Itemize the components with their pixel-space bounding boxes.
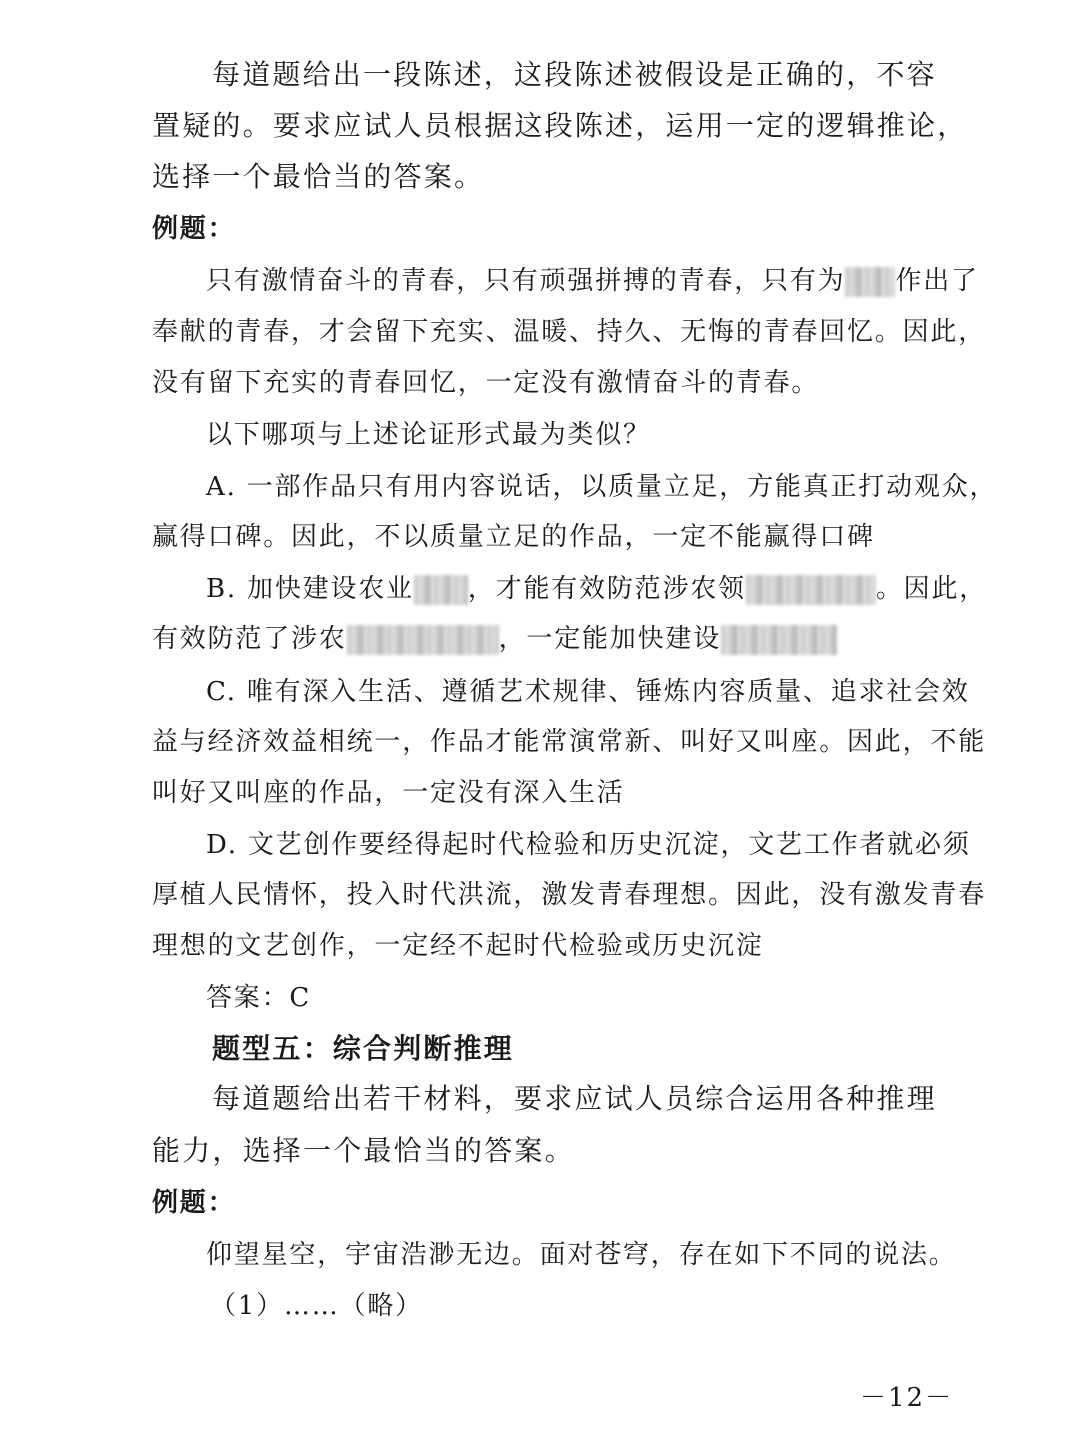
section-paragraph-line-1: 每道题给出若干材料，要求应试人员综合运用各种推理 <box>212 1082 937 1115</box>
option-d-line-3: 理想的文艺创作，一定经不起时代检验或历史沉淀 <box>152 931 764 961</box>
example-stem-line-2: 奉献的青春，才会留下充实、温暖、持久、无悔的青春回忆。因此， <box>152 317 987 347</box>
intro-paragraph-line-3: 选择一个最恰当的答案。 <box>152 160 485 193</box>
example-stem-line-1-tail: 作出了 <box>895 266 979 296</box>
option-c-line-1: C. 唯有深入生活、遵循艺术规律、锤炼内容质量、追求社会效 <box>206 677 970 707</box>
redacted-text-block <box>347 625 499 655</box>
option-c-line-2: 益与经济效益相统一，作品才能常演常新、叫好又叫座。因此，不能 <box>152 727 987 757</box>
example-label: 例题： <box>152 214 236 244</box>
redacted-text-block <box>845 267 895 297</box>
option-a-line-1: A. 一部作品只有用内容说话，以质量立足，方能真正打动观众， <box>206 472 998 502</box>
intro-paragraph-line-2: 置疑的。要求应试人员根据这段陈述，运用一定的逻辑推论， <box>152 109 968 142</box>
option-b-text-3: 。因此， <box>875 574 988 604</box>
option-b-text-5: ，一定能加快建设 <box>498 624 722 654</box>
redacted-text-block <box>721 625 837 655</box>
answer-text: 答案：C <box>206 983 312 1013</box>
section-heading: 题型五：综合判断推理 <box>212 1032 515 1065</box>
section-paragraph-line-2: 能力，选择一个最恰当的答案。 <box>152 1134 575 1167</box>
example-stem-line-1 <box>206 264 979 298</box>
option-a-line-2: 赢得口碑。因此，不以质量立足的作品，一定不能赢得口碑 <box>152 522 875 552</box>
question-text: 以下哪项与上述论证形式最为类似？ <box>206 420 651 450</box>
option-d-line-1: D. 文艺创作要经得起时代检验和历史沉淀，文艺工作者就必须 <box>206 830 971 860</box>
example-stem-line-3: 没有留下充实的青春回忆，一定没有激情奋斗的青春。 <box>152 368 820 398</box>
redacted-text-block <box>746 575 876 605</box>
option-b-line-1 <box>206 572 987 606</box>
redacted-text-block <box>414 575 468 605</box>
example-stem-line-1-text: 只有激情奋斗的青春，只有顽强拼搏的青春，只有为 <box>206 266 846 296</box>
example5-item-1: （1）……（略） <box>210 1291 423 1321</box>
option-c-line-3: 叫好又叫座的作品，一定没有深入生活 <box>152 778 625 808</box>
example-label-2: 例题： <box>152 1188 236 1218</box>
option-b-line-2 <box>152 622 837 656</box>
option-b-text-2: ，才能有效防范涉农领 <box>467 574 746 604</box>
option-b-text-4: 有效防范了涉农 <box>152 624 347 654</box>
option-d-line-2: 厚植人民情怀，投入时代洪流，激发青春理想。因此，没有激发青春 <box>152 880 987 910</box>
example5-stem-line-1: 仰望星空，宇宙浩渺无边。面对苍穹，存在如下不同的说法。 <box>206 1240 957 1270</box>
page-number: －12－ <box>860 1383 954 1413</box>
option-b-text-1: B. 加快建设农业 <box>206 574 414 604</box>
intro-paragraph-line-1: 每道题给出一段陈述，这段陈述被假设是正确的，不容 <box>212 58 937 91</box>
